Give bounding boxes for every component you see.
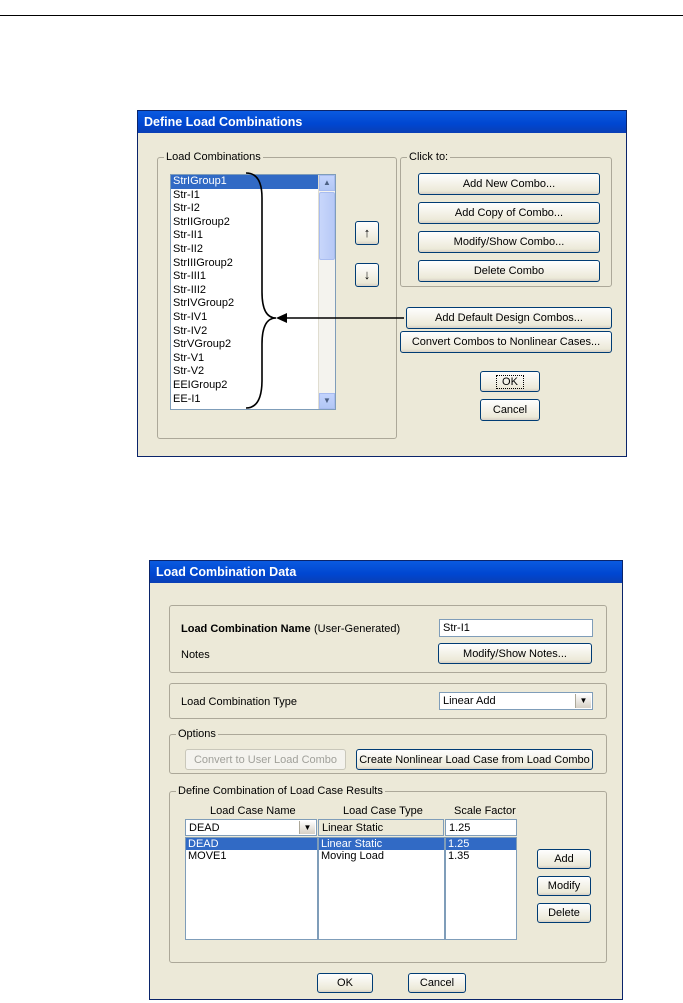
modify-show-notes-button[interactable]: Modify/Show Notes... (438, 643, 592, 664)
define-combination-label: Define Combination of Load Case Results (178, 785, 383, 797)
create-nonlinear-case-button[interactable]: Create Nonlinear Load Case from Load Combo (356, 749, 593, 770)
combo-type-select[interactable] (439, 692, 593, 710)
arrow-up-icon: ↑ (363, 225, 371, 240)
combo-list-item[interactable]: EEIGroup2 (173, 378, 228, 391)
combo-list-item[interactable]: Str-II1 (173, 229, 203, 242)
convert-combos-button[interactable]: Convert Combos to Nonlinear Cases... (400, 331, 612, 353)
load-case-name-column[interactable] (185, 837, 318, 940)
dialog-title: Load Combination Data (150, 561, 622, 583)
add-copy-combo-button[interactable]: Add Copy of Combo... (418, 202, 600, 224)
delete-button[interactable]: Delete (537, 903, 591, 923)
click-to-group-label: Click to: (409, 151, 449, 163)
combo-list-item[interactable]: Str-I2 (173, 202, 200, 215)
chevron-down-icon[interactable]: ▼ (299, 821, 315, 834)
ok-label: OK (496, 375, 524, 389)
table-cell-scale[interactable]: 1.25 (446, 838, 516, 850)
options-label: Options (178, 728, 216, 740)
cancel-button[interactable]: Cancel (408, 973, 466, 993)
combo-type-label: Load Combination Type (181, 696, 297, 708)
combo-type-value: Linear Add (443, 695, 496, 707)
arrow-down-icon: ↓ (363, 267, 371, 282)
header-scale-factor: Scale Factor (454, 805, 516, 817)
scale-factor-column[interactable] (445, 837, 517, 940)
combo-list-item[interactable]: Str-II2 (173, 242, 203, 255)
load-combinations-group-label: Load Combinations (166, 151, 261, 163)
ok-button[interactable]: OK (317, 973, 373, 993)
dialog-title: Define Load Combinations (138, 111, 626, 133)
chevron-down-icon[interactable]: ▼ (575, 694, 591, 708)
table-cell-name[interactable]: DEAD (186, 838, 317, 850)
load-case-name-select[interactable] (185, 819, 317, 836)
add-button[interactable]: Add (537, 849, 591, 869)
convert-to-user-combo-button[interactable]: Convert to User Load Combo (185, 749, 346, 770)
table-cell-name[interactable]: MOVE1 (188, 850, 227, 862)
modify-show-combo-button[interactable]: Modify/Show Combo... (418, 231, 600, 253)
combo-list-item[interactable]: StrVGroup2 (173, 338, 232, 351)
combo-list-item[interactable]: StrIIGroup2 (173, 215, 230, 228)
modify-button[interactable]: Modify (537, 876, 591, 896)
combo-list-item[interactable]: StrIGroup1 (171, 175, 335, 189)
annotation-brace (246, 173, 276, 408)
delete-combo-button[interactable]: Delete Combo (418, 260, 600, 282)
combo-list-item[interactable]: StrIVGroup2 (173, 297, 235, 310)
combo-name-suffix: (User-Generated) (314, 623, 401, 635)
combo-name-input[interactable]: Str-I1 (439, 619, 593, 637)
combo-list-item[interactable]: Str-III1 (173, 270, 207, 283)
combo-name-label: Load Combination Name (181, 623, 311, 635)
table-cell-scale[interactable]: 1.35 (448, 850, 470, 862)
combo-list-item[interactable]: EE-I1 (173, 392, 201, 405)
load-combination-data-dialog (149, 560, 623, 1000)
combo-list-item[interactable]: Str-IV1 (173, 310, 208, 323)
header-load-case-type: Load Case Type (343, 805, 423, 817)
combo-list-item[interactable]: Str-III2 (173, 283, 207, 296)
notes-label: Notes (181, 649, 210, 661)
combo-list-item[interactable]: Str-I1 (173, 188, 200, 201)
scroll-up-icon[interactable]: ▲ (319, 175, 335, 191)
combo-list-item[interactable]: Str-IV2 (173, 324, 208, 337)
annotation-arrowhead (276, 313, 287, 323)
table-cell-type[interactable]: Linear Static (319, 838, 444, 850)
combo-list-item[interactable]: Str-V1 (173, 351, 205, 364)
scroll-down-icon[interactable]: ▼ (319, 393, 335, 409)
load-case-type-field: Linear Static (318, 819, 444, 836)
load-case-type-column[interactable] (318, 837, 445, 940)
cancel-button[interactable]: Cancel (480, 399, 540, 421)
combo-list-item[interactable]: Str-V2 (173, 365, 205, 378)
add-default-design-combos-button[interactable]: Add Default Design Combos... (406, 307, 612, 329)
header-load-case-name: Load Case Name (210, 805, 296, 817)
scale-factor-input[interactable]: 1.25 (445, 819, 517, 836)
add-new-combo-button[interactable]: Add New Combo... (418, 173, 600, 195)
table-cell-type[interactable]: Moving Load (321, 850, 384, 862)
edit-load-case-name: DEAD (189, 822, 220, 834)
combo-list-item[interactable]: StrIIIGroup2 (173, 256, 233, 269)
